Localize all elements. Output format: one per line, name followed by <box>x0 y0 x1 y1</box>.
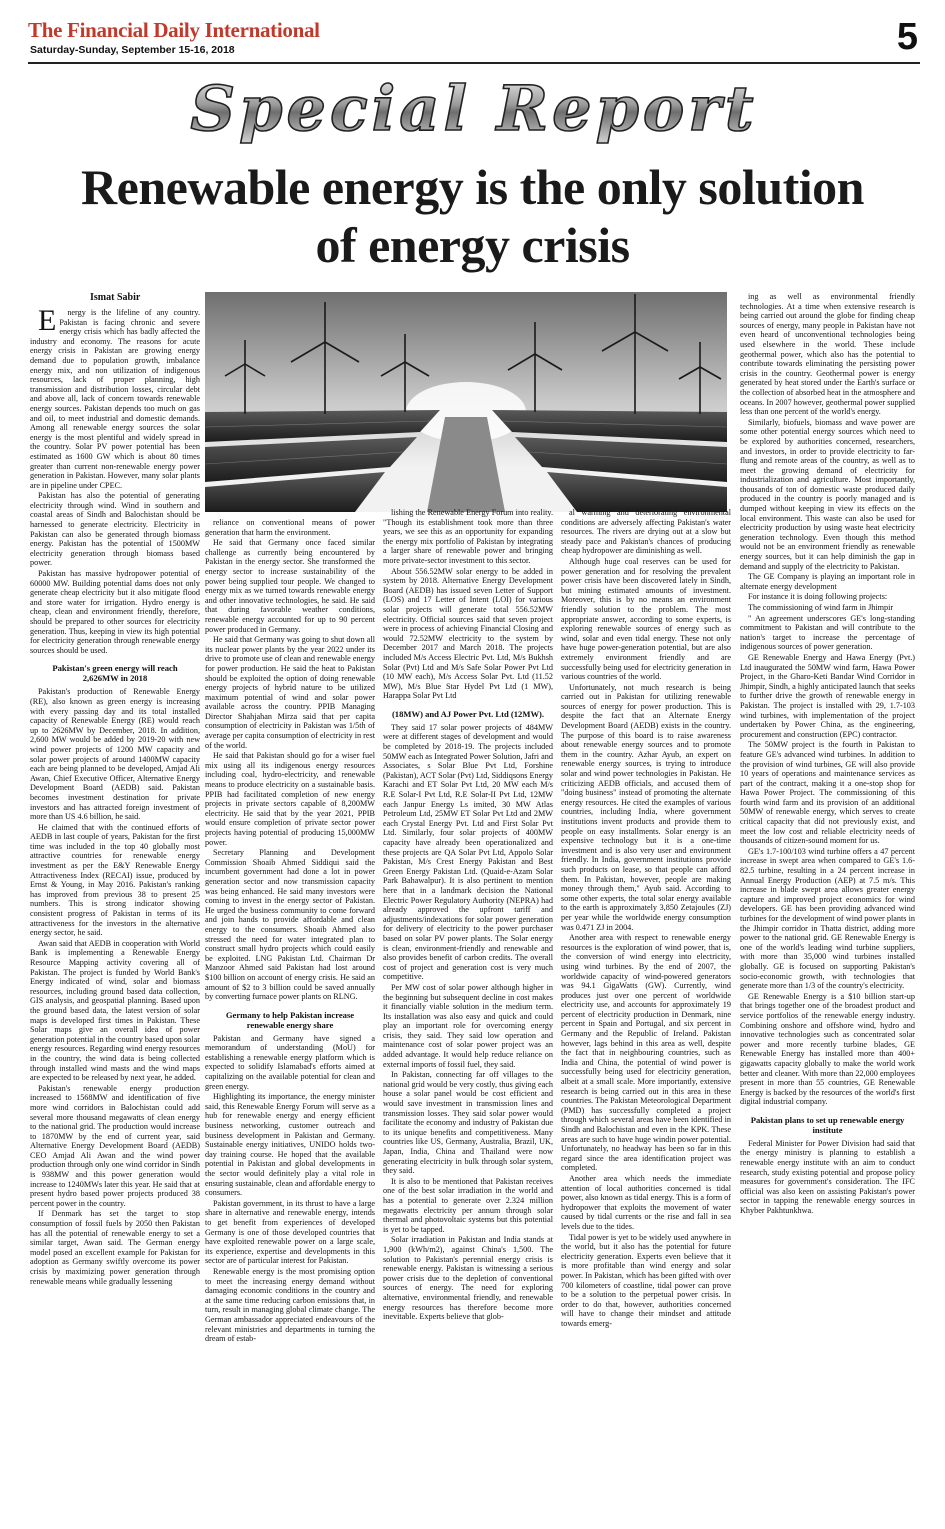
paragraph: The GE Company is playing an important role in alternate energy development <box>740 572 915 591</box>
paragraph: The 50MW project is the fourth in Pakistan to feature GE's advanced wind turbines. In addition to the provision of wind turbines, GE will also provide 10 years of operations and maintenance services as part of the contract, making it a one-stop shop for Hawa Power Project. The commissioning of this fourth wind farm and its provision of an additional 50MW of renewable energy, which serves to create critical capacity that did not previously exist, and meet the low cost and reliable electricity needs of thousands of citizen-sound moment for us. <box>740 740 915 846</box>
paragraph: Awan said that AEDB in cooperation with World Bank is implementing a Renewable Energy Resource Mapping activity covering all of Pakistan. The project is funded by World Bank's Energy indicated of wind, solar and biomass resources, including ground based data collection, GIS analysis, and geospatial planning. Based upon the ground based data, the latest version of solar maps is developed first times in Pakistan. These Solar maps give an overall idea of power generation potential in the country based upon solar energy resources. Regarding wind energy resources in the country, the wind data is being collected through installed wind masts and the wind maps are expected to be released by next year, he added. <box>30 938 200 1083</box>
paragraph: Although huge coal reserves can be used for power generation and for resolving the prevalent power crisis have been discovered lately in Sindh, but mining estimated amounts of investment. Moreover, this is by no means an environment friendly solution to the problem. The most appropriate answer, according to some experts, is exploring renewable sources of energy such as wind, solar and even tidal energy. These not only have huge power-generation potential, but are also extremely environment friendly and are successfully being used for electricity generation in various countries of the world. <box>561 556 731 682</box>
paragraph: Another area with respect to renewable energy resources is the exploration of wind power, that is, the conversion of wind energy into electricity, using wind turbines. By the end of 2007, the worldwide capacity of wind-powered generators was 94.1 GigaWatts (GW). Currently, wind produces just over one percent of worldwide electricity use, and accounts for approximately 19 percent of electricity production in Denmark, nine percent in Spain and Portugal, and six percent in Germany and the Republic of Ireland. Pakistan however, lags behind in this area as well, despite the fact that in neighbouring countries, such as India and China, the potential of wind power is successfully being used for electricity generation, albeit at a small scale. More importantly, extensive research is being carried out in this area in these countries. The Pakistan Meteorological Department (PMD) has successfully completed a project through which several areas have been identified in Sindh and Balochistan and even in the KPK. These areas are such to have huge windin power potential. Unfortunately, no headway has been so far in this regard since the area identification project was completed. <box>561 933 731 1173</box>
paragraph: Pakistan and Germany have signed a memorandum of understanding (MoU) for establishing a renewable energy platform which is expected to solidify Islamabad's efforts aimed at capitalizing on the available potential for clean and green energy. <box>205 1033 375 1091</box>
paragraph: He claimed that with the continued efforts of AEDB in last couple of years, Pakistan for the first time was included in the top 40 globally most attractive countries for renewable energy investment as per the E&Y Renewable Energy Attractiveness Index (RECAI) issue, produced by Ernst & Young, in May 2016. Pakistan's ranking has improved from previous 38 to present 25 numbers. This is strong indicator showing consistent progress of Pakistan in terms of its attractiveness for the investors in the alternative energy sector, he said. <box>30 822 200 938</box>
paragraph: In Pakistan, connecting far off villages to the national grid would be very costly, thus giving each house a solar panel would be cost efficient and would save investment in transmission lines and transmission losses. They said solar power would facilitate the economy and industry of Pakistan due to its unique benefits and competitiveness. Many countries like US, Germany, Australia, Brazil, UK, Japan, India, China and Thailand were now generating electricity in bulk through solar system, they said. <box>383 1070 553 1176</box>
paragraph: Highlighting its importance, the energy minister said, this Renewable Energy Forum will serve as a hub for renewable energy and energy efficient business networking, customer outreach and business development in Pakistan and Germany. Sustainable energy initiatives, UNIDO holds two-day training course. He hoped that the available potential in Pakistan and global developments in the sector would definitely play a vital role in ensuring sustainable, clean and affordable energy to consumers. <box>205 1092 375 1198</box>
paragraph: lishing the Renewable Energy Forum into reality. "Though its establishment took more than three years, we see this as an opportunity for expanding the energy mix portfolio of Pakistan by integrating a larger share of renewable power and bringing more private-sector investment to this sector. <box>383 508 553 565</box>
paragraph: Another area which needs the immediate attention of local authorities concerned is tidal power, also known as tidal energy. This is a form of hydropower that exploits the movement of water caused by tidal currents or the rise and fall in sea levels due to the tides. <box>561 1173 731 1231</box>
paragraph: Similarly, biofuels, biomass and wave power are some other potential energy sources which need to be explored by authorities concerned, researchers, and investors, in order to provide electricity to far-flung and remote areas of the country, as well as to meet the growing demand of electricity for industrialization and agriculture. Most importantly, thousands of ton of domestic waste produced daily produced in the country is poorly managed and is dumped without keeping in view its effects on the local environment. This waste can also be used for electricity production by using waste heat electricity generation technology. Even though this method would not be an environment friendly as renewable energy sources, but it can help diminish the gap in demand and supply of the electricity to Pakistan. <box>740 417 915 571</box>
page-number: 5 <box>896 16 918 58</box>
paragraph: Energy is the lifeline of any country. Pakistan is facing chronic and severe energy crisis which has badly affected the industry and economy. The reasons for acute energy crisis in Pakistan are growing energy demand due to population growth, imbalance energy mix, and non utilization of indigenous resources, lack of proper planning, high transmission and distribution losses, circular debt and above all, lack of concern towards renewable energy sources. Pakistan depends too much on gas and oil, to meet industrial and domestic demands. Among all renewable energy sources the solar energy is the most plentiful and widely spread in the country. Solar PV power potential has been estimated as 1600 GW which is about 80 times greater than current non-renewable energy power generation in Pakistan. However, many solar plants are in pipeline under CPEC. <box>30 308 200 490</box>
subheading: Pakistan plans to set up renewable energy institute <box>750 1114 905 1135</box>
paragraph: If Denmark has set the target to stop consumption of fossil fuels by 2050 then Pakistan has all the potential of renewable energy to set a similar target, Awan said. The German energy model posed an excellent example for Pakistan for adoption as Germany swiftly overcome its power crisis by maximizing power generation through renewable means while gradually lessening <box>30 1209 200 1286</box>
subheading: (18MW) and AJ Power Pvt. Ltd (12MW). <box>391 708 545 719</box>
paragraph: Pakistan government, in its thrust to have a large share in alternative and renewable energy, intends to get benefit from experiences of developed Germany is one of those developed countries that have exploited renewable power on a large scale, its experience, expertise and developments in this sector are of particular interest for Pakistan. <box>205 1198 375 1266</box>
paragraph: Tidal power is yet to be widely used anywhere in the world, but it also has the potential for future electricity generation. Experts even believe that it is more profitable than wind energy and solar power. In Pakistan, which has been gifted with over 700 kilometers of coastline, tidal power can prove to be a solution to the perpetual power crisis. In order to do that, however, authorities concerned will have to change their mindset and attitude towards emerg- <box>561 1232 731 1328</box>
paragraph: " An agreement underscores GE's long-standing commitment to Pakistan and will contribute to the nation's target to increase the percentage of indigenous sources of power generation. <box>740 613 915 652</box>
paragraph: For instance it is doing following projects: <box>748 592 888 602</box>
paragraph: GE Renewable Energy and Hawa Energy (Pvt.) Ltd inaugurated the 50MW wind farm, Hawa Power Project, in the Gharo-Keti Bandar Wind Corridor in Jhimpir, Sindh, a highly anticipated launch that seeks to further drive the growth of renewable energy in Pakistan. The project is installed with 29, 1.7-103 wind turbines, with implementation of the project undertaken by Power China, as the engineering, procurement and construction (EPC) contractor. <box>740 652 915 739</box>
article-column-2 <box>205 518 375 1520</box>
paragraph: al warming and deteriorating environmental conditions are adversely affecting Pakistan's water resources. The rivers are drying out at a slow but steady pace and Pakistan's chances of producing cheap hydropower are diminishing as well. <box>561 508 731 556</box>
special-report-label: Special Report <box>190 72 758 145</box>
paragraph: Pakistan's production of Renewable Energy (RE), also known as green energy is increasing with every passing day and its total installed capacity of Renewable Energy (RE) would reach up to 2626MW by December, 2018. In addition, 2,600 MW would be added by 2019-20 with new wind power projects of 1200 MW capacity and solar power projects of around 1400MW capacity each are being planned to be developed, Amjad Ali Awan, Chief Executive Officer, Alternative Energy Development Board (AEDB) said. Pakistan becomes investment destination for private investors and has attracted foreign investment of more than US 4.6 billion, he said. <box>30 687 200 822</box>
masthead <box>28 14 918 60</box>
paragraph: Per MW cost of solar power although higher in the beginning but subsequent decline in cost makes it financially viable solution in the medium term. Its installation was also easy and quick and could play an important role for overcoming energy crisis, they said. They said low operation and maintenance cost of solar power project was an added advantage. It would help reduce reliance on external imports of fossil fuel, they said. <box>383 982 553 1069</box>
paragraph: Pakistan has massive hydropower potential of 60000 MW. Building potential dams does not only generate cheap electricity but it also mitigate flood and store water for irrigation. Hydro energy is cheap, clean and environment friendly, therefore, should be prepared to other sources for electricity generation. Thus, keeping in view its high potential for electricity generation through renewable energy sources should be used. <box>30 569 200 655</box>
newspaper-title: The Financial Daily International <box>28 18 320 42</box>
article-column-1 <box>30 308 200 1520</box>
paragraph: Solar irradiation in Pakistan and India stands at 1,900 (kWh/m2), against China's 1,500. The solution to Pakistan's perennial energy crisis is renewable energy. Pakistan is witnessing a serious power crisis due to the depletion of conventional sources of energy. The need for exploring alternative, environmental friendly, and renewable energy resources has therefore become more inevitable. Experts believe that glob- <box>383 1235 553 1322</box>
paragraph: Pakistan has also the potential of generating electricity through wind. Wind in southern and coastal areas of Sindh and Balochistan should be harnessed to generate electricity. Electricity in Pakistan can also be generated through biomass energy. Pakistan has the potential of 1500MW electricity generation through biomass based power. <box>30 491 200 568</box>
paragraph: He said that Pakistan should go for a wiser fuel mix using all its indigenous energy resources including coal, hydro-electricity, and renewable means to produce electricity on a sustainable basis. PPIB had facilitated completion of new energy projects in private sectors capable of 8,200MW electricity. He said that by the year 2021, PPIB would ensure completion of private sector power projects having potential of producing 15,000MW power. <box>205 751 375 847</box>
paragraph: Federal Minister for Power Division had said that the energy ministry is planning to establish a renewable energy institute with an aim to conduct research, study existing potential and propose policy measures for government's consideration. The IFC official was also keen on assisting Pakistan's power sector in tapping the renewable energy sources in Khyber Pakhtunkhwa. <box>740 1138 915 1216</box>
paragraph: They said 17 solar power projects of 484MW were at different stages of development and would be completed by 2018-19. The projects included 50MW each as Integrated Power Solution, Jafri and Associates, s Solar Blue Pvt Ltd, Forshine (Pakistan), ACT Solar (Pvt) Ltd, Siddiqsons Energy Karachi and ET Solar Pvt Ltd, 20 MW each M/s R.E Solar-I Pvt Ltd, R.E Solar-II Pvt Ltd, 12MW each Janpur Energy Ls imited, 30 MW Atlas Petroleum Ltd, 25MW ET Solar Pvt Ltd and 2MW each Crystal Energy Pvt. Ltd and First Solar Pvt Ltd. Similarly, four solar projects of 400MW capacity have already been operationalized and these projects are QA Solar Pvt Ltd, Appolo Solar Pakistan, M/s Crest Energy Pakistan and Best Green Energy Pakistan Ltd. (Quaid-e-Azam Solar Park Bahawalpur). It is also pertinent to mention here that in a landmark decision the National Electric Power Regulatory Authority (NEPRA) had already approved the upfront tariff and adjustments/indexations for solar power generation for delivery of electricity to the power purchaser based on solar PV power plants. The Solar energy is clean, environment-friendly and renewable and also provides benefit of carbon credits. The overall cost of project and generation cost is very much competitive. <box>383 722 553 982</box>
solar-wind-photo <box>205 292 727 512</box>
article-column-5 <box>740 292 915 1520</box>
subheading: Pakistan's green energy will reach 2,626MW in 2018 <box>52 663 178 684</box>
paragraph: ing as well as environmental friendly technologies. At a time when extensive research is being carried out around the globe for finding cheap sources of energy, many people in Pakistan have not even heard of unconventional technologies being used elsewhere in the world. These include geothermal power, which also has the potential to contribute towards eliminating the persisting power crisis in the country. Geothermal power is energy generated by heat stored under the Earth's surface or the collection of absorbed heat in the atmosphere and oceans. In 2007 however, geothermal power supplied less than one percent of the world's energy. <box>740 292 915 417</box>
paragraph: He said that Germany once faced similar challenge as currently being encountered by Pakistan in the energy sector. She transformed the energy sector to increase sustainability of the power being supplied tour people. We changed to energy mix as we turned towards renewable energy and other innovative technologies, he said. He said that during favorable weather conditions, renewable energy accounted for up to 90 percent power produced in Germany. <box>205 538 375 634</box>
special-report-banner <box>185 70 763 148</box>
paragraph: It is also to be mentioned that Pakistan receives one of the best solar irradiation in the world and has a potential to generate over 2.324 million megawatts electricity per annum through solar thermal and photovoltaic systems but this potential is yet to be tapped. <box>383 1176 553 1234</box>
article-column-4 <box>561 508 731 1520</box>
byline: Ismat Sabir <box>90 292 141 303</box>
subheading: Germany to help Pakistan increase renewable energy share <box>225 1009 355 1030</box>
article-column-3 <box>383 508 553 1520</box>
issue-date: Saturday-Sunday, September 15-16, 2018 <box>30 44 235 56</box>
paragraph: About 556.52MW solar energy to be added in system by 2018. Alternative Energy Development Board (AEDB) has issued seven Letter of Support (LOS) and 17 Letter of Intent (LOI) for various solar projects will generate total 556.52MW electricity. Official sources said that seven project were in process of achieving Financial Closing and would 72.52MW electricity to the system by December 2017 and March 2018. The projects included M/s Access Electric Pvt. Ltd, M/s Bukhsh Solar (Pvt) Ltd and M/s Safe Solar Power Pvt Ltd (10 MW each), M/s Access Solar Pvt. Ltd (11.52 MW), M/s Blue Star Hydel Pvt Ltd (1 MW), Harappa Solar Pvt Ltd <box>383 566 553 701</box>
paragraph: Pakistan's renewable energy production increased to 1568MW and identification of five more wind corridors in Balochistan could add several more thousand megawatts of clean energy to the national grid. The production would increase to 1870MW by the end of current year, said Alternative Energy Development Board (AEDB) CEO Amjad Ali Awan and the wind power production through only one wind corridor in Sindh is 938MW and this power generation would increase to 1240MWs later this year. He said that at present hydro based power projects produced 38 percent power in the country. <box>30 1083 200 1208</box>
paragraph: reliance on conventional means of power generation that harm the environment. <box>205 518 375 537</box>
paragraph: Renewable energy is the most promising option to meet the increasing energy demand without damaging economic conditions in the country and at the same time reducing carbon emissions that, in turn, result in managing global climate change. The German ambassador appreciated endeavours of the relevant ministries and departments in turning the dream of estab- <box>205 1266 375 1344</box>
paragraph: Unfortunately, not much research is being carried out in Pakistan for utilizing renewable sources of energy for power production. This is despite the fact that an Alternate Energy Development Board (AEDB) exists in the country. The purpose of this board is to raise awareness about renewable energy sources and to promote them in the country. Azhar Ayub, an expert on renewable energy sources, is trying to introduce solar and wind power technologies in Pakistan. He criticizing AEDB officials, and accused them of "doing business" instead of promoting the alternate energy resources. He cited the examples of various countries, including India, where government institutions invent products and provide them to people on easy installments. Solar energy is an expensive technology but it is a one-time investment and is also very user and environment friendly. In India, government institutions provide such products on lease, so that people can afford them. In Pakistan, however, people are making money through them," Ayub said. According to some other experts, the total solar energy available to the earth is approximately 3,850 Zetajoules (ZJ) per year while the worldwide energy consumption was 0.471 ZJ in 2004. <box>561 682 731 932</box>
headline: Renewable energy is the only solution of energy crisis <box>81 159 864 273</box>
paragraph: GE Renewable Energy is a $10 billion start-up that brings together one of the broadest product and service portfolios of the renewable energy industry. Combining onshore and offshore wind, hydro and innovative technologies such as concentrated solar power and more recently turbine blades, GE Renewable Energy has installed more than 400+ gigawatts capacity globally to make the world work better and cleaner. With more than 22,000 employees present in more than 55 countries, GE Renewable Energy is backed by the resources of the world's first digital industrial company. <box>740 991 915 1107</box>
paragraph: GE's 1.7-100/103 wind turbine offers a 47 percent increase in swept area when compared to GE's 1.6-82.5 turbine, resulting in a 24 percent increase in Annual Energy Production (AEP) at 7.5 m/s. This increase in blade swept area allows greater energy capture and improved project economics for wind developers. GE has been providing advanced wind turbines for the development of wind power plants in the Jhimpir corridor in Thatta district, adding more power to the national grid. GE Renewable Energy is one of the world's leading wind turbine suppliers, with more than 35,000 wind turbines installed globally. GE is focused on supporting Pakistan's socio-economic growth, with technologies that generate more than 1/3 of the country's electricity. <box>740 846 915 991</box>
paragraph: He said that Germany was going to shut down all its nuclear power plants by the year 2022 under its drive to promote use of clean and renewable energy for power production. He said the heat to Pakistan should be exploited the option of doing renewable energy projects of hybrid nature to be utilized maximum potential of wind and solar power available across the country. PPIB Managing Director Shahjahan Mirza said that per capita consumption of electricity in Pakistan was 1/5th of average per capita consumption of electricity in rest of the world. <box>205 635 375 750</box>
masthead-rule <box>28 62 920 64</box>
paragraph: The commissioning of wind farm in Jhimpir <box>748 603 894 612</box>
paragraph: Secretary Planning and Development Commission Shoaib Ahmed Siddiqui said the incumbent government had done a lot in power generation sector and now transmission capacity was being enhanced. He said many investors were coming to invest in the energy sector of Pakistan. He urged the business community to come forward and join hands to provide affordable and clean energy to the consumers. Shoaib Ahmed also stressed the need for water integrated plan to construct small hydro projects which could easily be exploited. LNG Pakistan Ltd. Chairman Dr Manzoor Ahmed said Pakistan had lost around $100 billion on account of energy crisis. He said an amount of $2 to 3 billion could be saved annually by converting furnace power plants on RLNG. <box>205 848 375 1002</box>
